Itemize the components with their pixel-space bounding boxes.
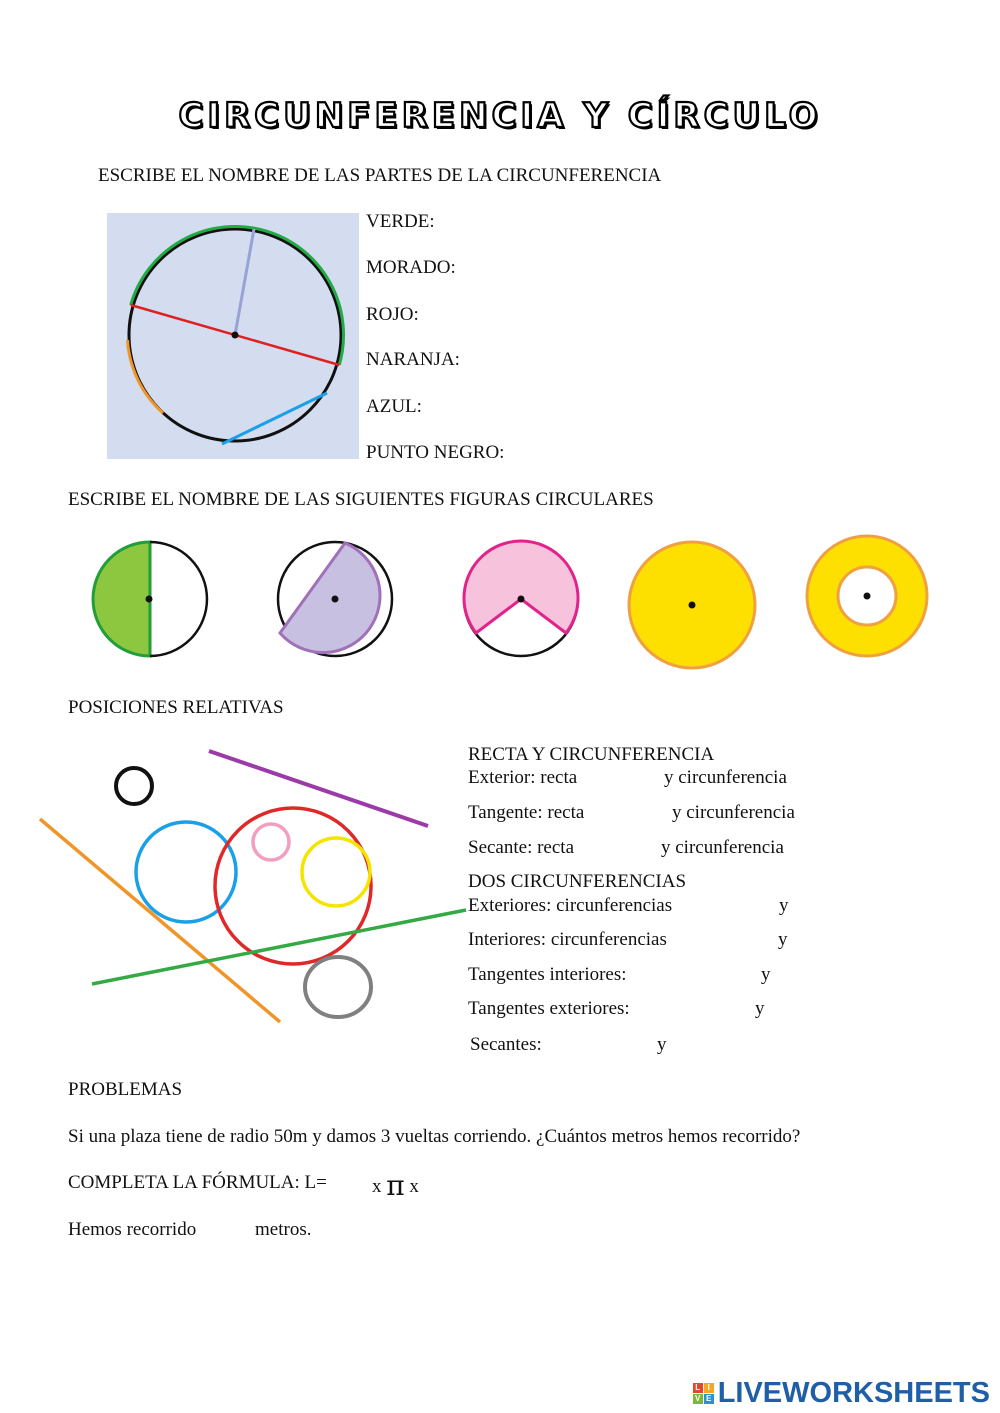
- green-line: [92, 910, 466, 984]
- logo-text: LIVEWORKSHEETS: [717, 1376, 990, 1409]
- logo-icon: [693, 1383, 714, 1404]
- tang-int-right: y: [761, 964, 771, 985]
- section3-heading: POSICIONES RELATIVAS: [68, 697, 284, 718]
- secante-right: y circunferencia: [661, 837, 784, 858]
- logo-letter-e: E: [704, 1394, 714, 1404]
- yellow-circle: [302, 838, 370, 906]
- logo-letter-i: I: [704, 1383, 714, 1393]
- red-circle: [215, 808, 371, 964]
- section2-heading: ESCRIBE EL NOMBRE DE LAS SIGUIENTES FIGURAS CIRCULARES: [68, 489, 654, 510]
- circumference-parts-diagram: [107, 213, 359, 459]
- figure-annulus: [807, 536, 927, 656]
- logo-letter-v: V: [693, 1394, 703, 1404]
- section4-heading: PROBLEMAS: [68, 1079, 183, 1100]
- answer-left: Hemos recorrido: [68, 1219, 197, 1240]
- tang-ext-right: y: [755, 998, 765, 1019]
- formula-line: [372, 1169, 419, 1202]
- exterior-left: Exterior: recta: [468, 767, 578, 788]
- blue-circle: [136, 822, 236, 922]
- exteriores-left: Exteriores: circunferencias: [468, 895, 673, 916]
- figure-circular-sector: [464, 541, 578, 656]
- relative-positions-diagram: [0, 740, 470, 1040]
- figure-circular-segment: [278, 542, 392, 656]
- gray-circle: [305, 957, 371, 1017]
- tang-ext-left: Tangentes exteriores:: [468, 998, 630, 1019]
- formula-label: COMPLETA LA FÓRMULA: L=: [68, 1172, 327, 1193]
- label-azul: AZUL:: [366, 396, 422, 417]
- label-verde: VERDE:: [366, 211, 435, 232]
- figure-circle: [629, 542, 755, 668]
- label-morado: MORADO:: [366, 257, 456, 278]
- formula-x2: x: [409, 1176, 419, 1197]
- label-punto-negro: PUNTO NEGRO:: [366, 442, 505, 463]
- liveworksheets-logo: [693, 1375, 990, 1411]
- exteriores-right: y: [779, 895, 789, 916]
- secantes-right: y: [657, 1034, 667, 1055]
- black-circle: [116, 768, 152, 804]
- label-rojo: ROJO:: [366, 304, 419, 325]
- figure-semicircle: [93, 542, 207, 656]
- recta-heading: RECTA Y CIRCUNFERENCIA: [468, 744, 715, 765]
- tang-int-left: Tangentes interiores:: [468, 964, 627, 985]
- tangente-right: y circunferencia: [672, 802, 795, 823]
- tangente-left: Tangente: recta: [468, 802, 585, 823]
- purple-line: [209, 751, 428, 826]
- center-point: [232, 332, 239, 339]
- secante-left: Secante: recta: [468, 837, 575, 858]
- label-naranja: NARANJA:: [366, 349, 460, 370]
- logo-letter-l: L: [693, 1383, 703, 1393]
- secantes-left: Secantes:: [470, 1034, 542, 1055]
- pink-circle: [253, 824, 289, 860]
- dos-heading: DOS CIRCUNFERENCIAS: [468, 871, 687, 892]
- interiores-right: y: [778, 929, 788, 950]
- exterior-right: y circunferencia: [664, 767, 787, 788]
- page-title: CIRCUNFERENCIA Y CÍRCULO: [178, 96, 822, 136]
- interiores-left: Interiores: circunferencias: [468, 929, 667, 950]
- answer-right: metros.: [255, 1219, 312, 1240]
- pi-symbol: π: [386, 1169, 405, 1202]
- section1-heading: ESCRIBE EL NOMBRE DE LAS PARTES DE LA CIRCUNFERENCIA: [98, 165, 662, 186]
- problem-question: Si una plaza tiene de radio 50m y damos 3 vueltas corriendo. ¿Cuántos metros hemos recorrido?: [68, 1126, 801, 1147]
- circular-figures: [0, 530, 1000, 670]
- orange-line: [40, 819, 280, 1022]
- formula-x1: x: [372, 1176, 382, 1197]
